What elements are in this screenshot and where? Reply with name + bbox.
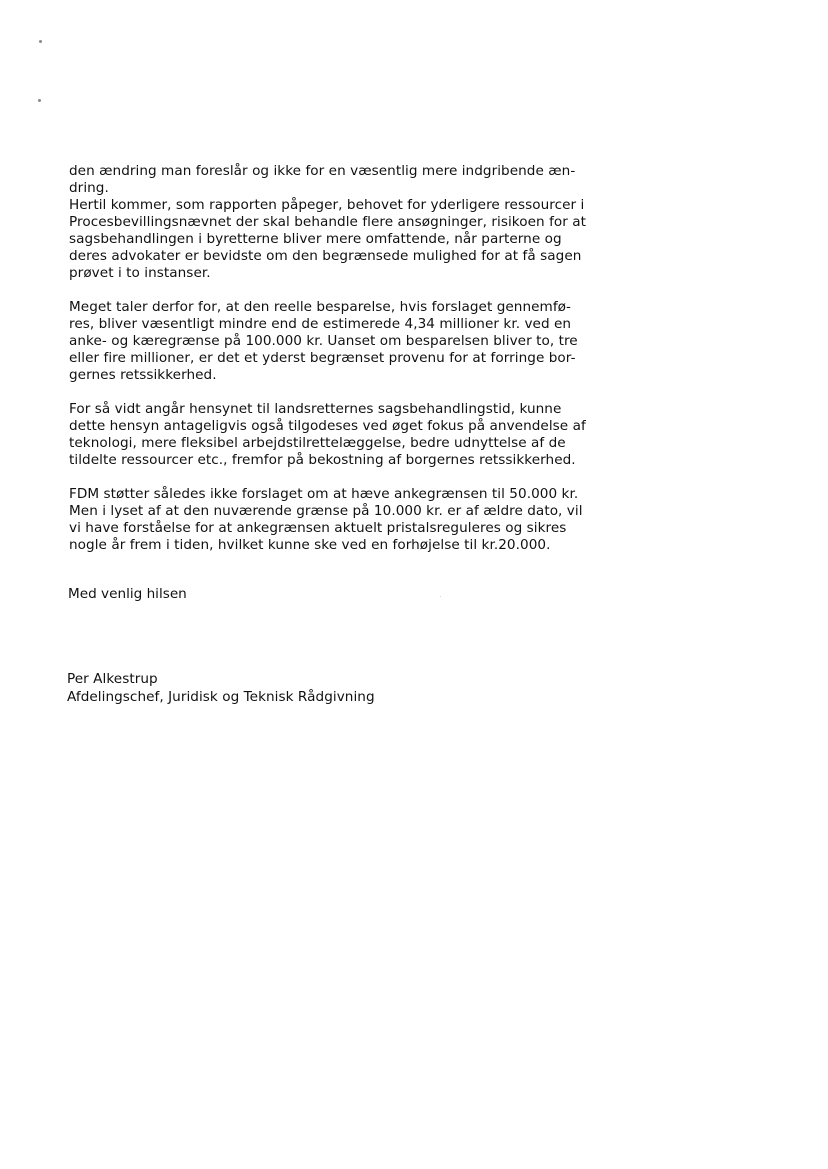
scan-speck: [38, 99, 41, 102]
closing-salutation: Med venlig hilsen: [68, 586, 187, 602]
paragraph-5: [69, 486, 609, 554]
letter-body: [69, 163, 609, 554]
paragraph-3: [69, 299, 609, 384]
text-line: For så vidt angår hensynet til landsretternes sagsbehandlingstid, kunne: [69, 401, 562, 417]
paragraph-1: [69, 163, 609, 197]
text-line: Procesbevillingsnævnet der skal behandle flere ansøgninger, risikoen for at: [69, 214, 587, 230]
text-line: dring.: [69, 180, 109, 196]
scan-speck: [39, 40, 42, 43]
paragraph-2: [69, 197, 609, 282]
text-line: den ændring man foreslår og ikke for en væsentlig mere indgribende æn-: [69, 163, 576, 179]
text-line: deres advokater er bevidste om den begrænsede mulighed for at få sagen: [69, 248, 582, 264]
signature-block: [67, 670, 375, 706]
text-line: sagsbehandlingen i byretterne bliver mere omfattende, når parterne og: [69, 231, 562, 247]
text-line: vi have forståelse for at ankegrænsen aktuelt pristalsreguleres og sikres: [69, 520, 567, 536]
text-line: res, bliver væsentligt mindre end de estimerede 4,34 millioner kr. ved en: [69, 316, 572, 332]
text-line: FDM støtter således ikke forslaget om at hæve ankegrænsen til 50.000 kr.: [69, 486, 579, 502]
text-line: gernes retssikkerhed.: [69, 367, 217, 383]
scan-speck: [440, 596, 441, 597]
paragraph-4: [69, 401, 609, 469]
text-line: dette hensyn antageligvis også tilgodeses ved øget fokus på anvendelse af: [69, 418, 586, 434]
text-line: Hertil kommer, som rapporten påpeger, behovet for yderligere ressourcer i: [69, 197, 585, 213]
text-line: prøvet i to instanser.: [69, 265, 211, 281]
text-line: teknologi, mere fleksibel arbejdstilrettelæggelse, bedre udnyttelse af de: [69, 435, 566, 451]
text-line: anke- og kæregrænse på 100.000 kr. Uanset om besparelsen bliver to, tre: [69, 333, 578, 349]
signer-title: Afdelingschef, Juridisk og Teknisk Rådgivning: [67, 689, 375, 705]
signer-name: Per Alkestrup: [67, 671, 158, 687]
text-line: Meget taler derfor for, at den reelle besparelse, hvis forslaget gennemfø-: [69, 299, 571, 315]
text-line: eller fire millioner, er det et yderst begrænset provenu for at forringe bor-: [69, 350, 576, 366]
text-line: Men i lyset af at den nuværende grænse på 10.000 kr. er af ældre dato, vil: [69, 503, 583, 519]
text-line: nogle år frem i tiden, hvilket kunne ske ved en forhøjelse til kr.20.000.: [69, 537, 551, 553]
text-line: tildelte ressourcer etc., fremfor på bekostning af borgernes retssikkerhed.: [69, 452, 576, 468]
